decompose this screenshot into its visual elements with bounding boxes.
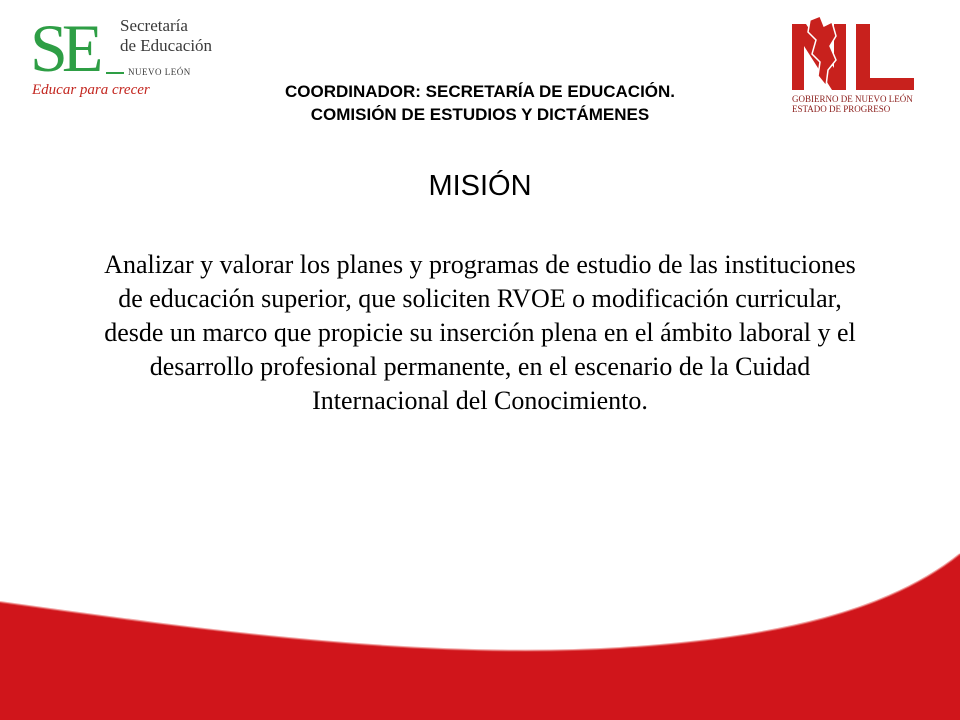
mision-title: MISIÓN xyxy=(428,170,532,202)
header-coordinador xyxy=(150,80,810,126)
nl-logo-caption xyxy=(792,94,922,114)
se-logo-title-line2: de Educación xyxy=(120,36,213,55)
header-line1: COORDINADOR: SECRETARÍA DE EDUCACIÓN. xyxy=(284,82,676,101)
se-logo-title-line1: Secretaría xyxy=(120,16,188,35)
nl-logo-caption-line2: ESTADO DE PROGRESO xyxy=(792,104,891,114)
mision-text: Analizar y valorar los planes y programas de estudio de las instituciones de educación superior, que soliciten RVOE o modificación curricular, desde un marco que propicie su inserción plena en el ámbito laboral y el desarrollo profesional permanente, en el escenario de la Cuidad Internacional del Conocimiento. xyxy=(104,250,856,415)
header-line2: COMISIÓN DE ESTUDIOS Y DICTÁMENES xyxy=(310,105,650,124)
se-logo-rule xyxy=(106,72,124,74)
se-logo-mark: SE xyxy=(30,10,98,86)
se-logo-slogan: Educar para crecer xyxy=(32,82,150,98)
se-logo-state: NUEVO LEÓN xyxy=(128,67,191,77)
nl-logo-caption-line1: GOBIERNO DE NUEVO LEÓN xyxy=(792,94,913,104)
decorative-red-wave xyxy=(0,540,960,720)
se-logo-title xyxy=(120,16,212,56)
